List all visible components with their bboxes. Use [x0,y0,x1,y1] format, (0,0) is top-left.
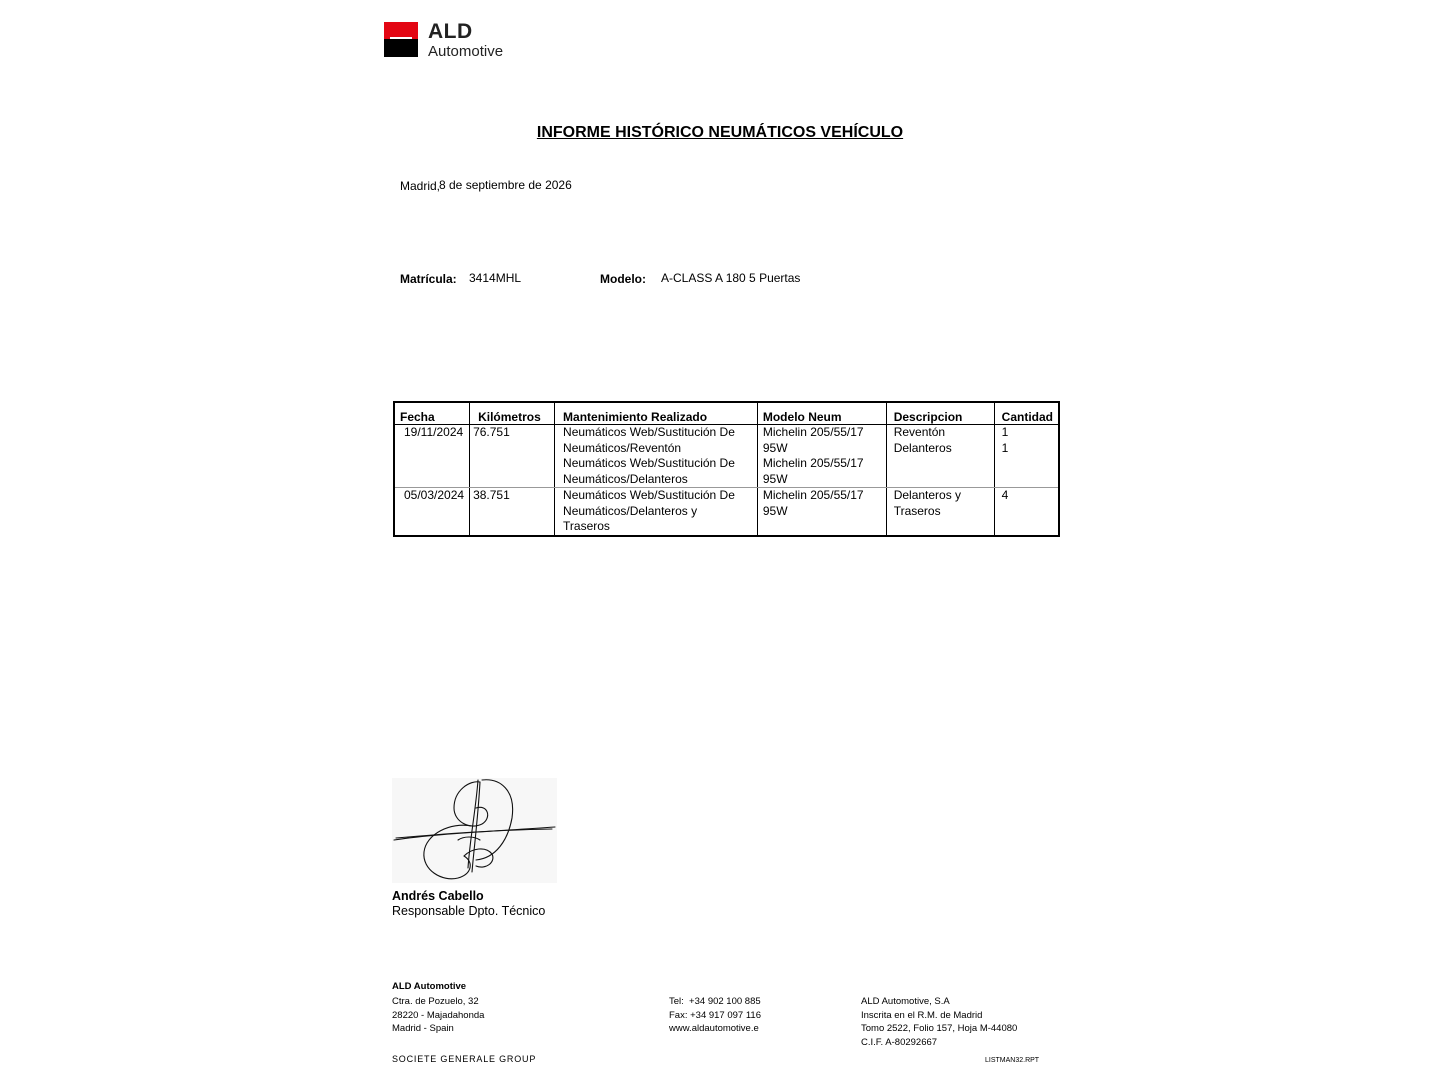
signatory-name: Andrés Cabello [392,889,484,903]
col-header-modelo-neum: Modelo Neum [757,402,886,425]
cell-fecha: 19/11/2024 [394,425,470,488]
logo-mark-icon [384,22,418,57]
signature-scribble-icon [392,778,557,883]
col-header-descripcion: Descripcion [886,402,994,425]
model-label: Modelo: [600,272,646,286]
table-header-row [394,402,1059,425]
plate-value: 3414MHL [469,271,522,285]
cell-modelo-neum: Michelin 205/55/17 95W [757,488,886,536]
ald-logo [384,22,514,62]
col-header-fecha: Fecha [394,402,470,425]
document-title: INFORME HISTÓRICO NEUMÁTICOS VEHÍCULO [536,124,904,141]
signature-image [392,778,557,883]
cell-mantenimiento: Neumáticos Web/Sustitución De Neumáticos/Delanteros y Traseros [555,488,758,536]
cell-descripcion: Reventón Delanteros [886,425,994,488]
footer-legal: ALD Automotive, S.A Inscrita en el R.M. de Madrid Tomo 2522, Folio 157, Hoja M-44080 C.I.F. A-80292667 [861,996,1018,1049]
cell-mantenimiento: Neumáticos Web/Sustitución De Neumáticos/Reventón Neumáticos Web/Sustitución De Neumáticos/Delanteros [555,425,758,488]
tyre-history-table [393,401,1060,537]
footer-contact: Tel: +34 902 100 885 Fax: +34 917 097 116 www.aldautomotive.e [669,996,761,1035]
logo-subtitle: Automotive [428,43,504,60]
footer-address: Ctra. de Pozuelo, 32 28220 - Majadahonda Madrid - Spain [392,996,485,1035]
footer-website-link[interactable]: www.aldautomotive.e [669,1023,759,1035]
logo-brand: ALD [428,20,473,43]
footer-group: SOCIETE GENERALE GROUP [392,1054,537,1064]
model-value: A-CLASS A 180 5 Puertas [661,271,801,285]
cell-km: 38.751 [470,488,555,536]
table-row [394,425,1059,488]
cell-cantidad: 1 1 [994,425,1059,488]
cell-fecha: 05/03/2024 [394,488,470,536]
footer-report-code: LISTMAN32.RPT [985,1057,1040,1064]
cell-cantidad: 4 [994,488,1059,536]
col-header-kilometros: Kilómetros [470,402,555,425]
table-row [394,488,1059,536]
plate-label: Matrícula: [400,272,457,286]
cell-km: 76.751 [470,425,555,488]
signatory-role: Responsable Dpto. Técnico [392,904,546,918]
cell-modelo-neum: Michelin 205/55/17 95W Michelin 205/55/17 95W [757,425,886,488]
col-header-mantenimiento: Mantenimiento Realizado [555,402,758,425]
col-header-cantidad: Cantidad [994,402,1059,425]
cell-descripcion: Delanteros y Traseros [886,488,994,536]
footer-company: ALD Automotive [392,981,467,992]
report-date: 8 de septiembre de 2026 [439,178,572,192]
location: Madrid, [400,179,441,193]
